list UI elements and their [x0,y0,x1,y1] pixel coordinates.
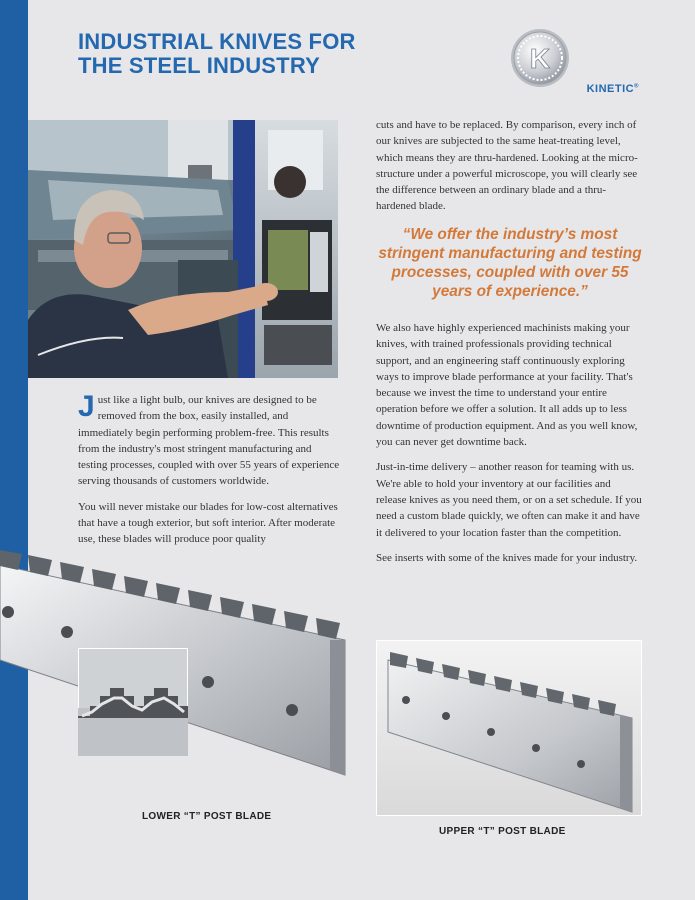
t-post-closeup-inset [78,648,188,756]
headline [78,30,356,78]
logo-letter: K [529,43,551,74]
intro-paragraph [78,392,340,490]
intro-text: ust like a light bulb, our knives are designed to be removed from the box, easily installed, and immediately begin performing problem-free. This results from the industry's most stringent manufacturing and testing processes, coupled with over 55 years of experience serving thousands of customers worldwide. [78,394,340,488]
upper-t-post-blade-image [376,640,642,816]
paragraph-inserts: See inserts with some of the knives made for your industry. [376,551,638,564]
drop-cap: J [78,390,95,423]
paragraph-machinists: We also have highly experienced machinists making your knives, with trained professionals providing technical support, and an engineering staff continuously exploring ways to improve blade performance at your facility. That's because we invest the time to understand your entire operation before we offer a solution. It all adds up to less downtime of production equipment. And as you well know, you can never get downtime back. [376,322,638,449]
paragraph-blades: You will never mistake our blades for low-cost alternatives that have a tough exterior, but soft interior. After moderate use, these blades will produce poor quality [78,500,338,546]
caption-upper-blade: UPPER “T” POST BLADE [439,826,566,837]
machinist-photo [28,120,338,378]
logo-wordmark [587,83,639,95]
right-column-bottom [376,320,644,575]
kinetic-logo [505,26,645,101]
headline-line-2: THE STEEL INDUSTRY [78,53,320,78]
left-column [78,392,340,557]
caption-lower-blade: LOWER “T” POST BLADE [142,811,272,822]
pull-quote: “We offer the industry’s most stringent manufacturing and testing processes, coupled with over 55 years of experience.” [378,226,642,300]
right-column-top [376,117,644,224]
paragraph-delivery: Just-in-time delivery – another reason for teaming with us. We're able to hold your inventory at our facilities and release knives as you need them, or on a set schedule. If you need a custom blade quickly, we often can make it and have it delivered to your location faster than the competition. [376,461,642,539]
headline-line-1: INDUSTRIAL KNIVES FOR [78,29,356,54]
paragraph-thru-hardened: cuts and have to be replaced. By comparison, every inch of our knives are subjected to the same heat-treating level, which means they are thru-hardened. Looking at the micro-structure under a powerful microscope, you will clearly see the difference between an ordinary blade and a thru-hardened blade. [376,119,638,213]
logo-registered-mark: ® [634,83,639,90]
logo-word: KINETIC [586,83,635,95]
